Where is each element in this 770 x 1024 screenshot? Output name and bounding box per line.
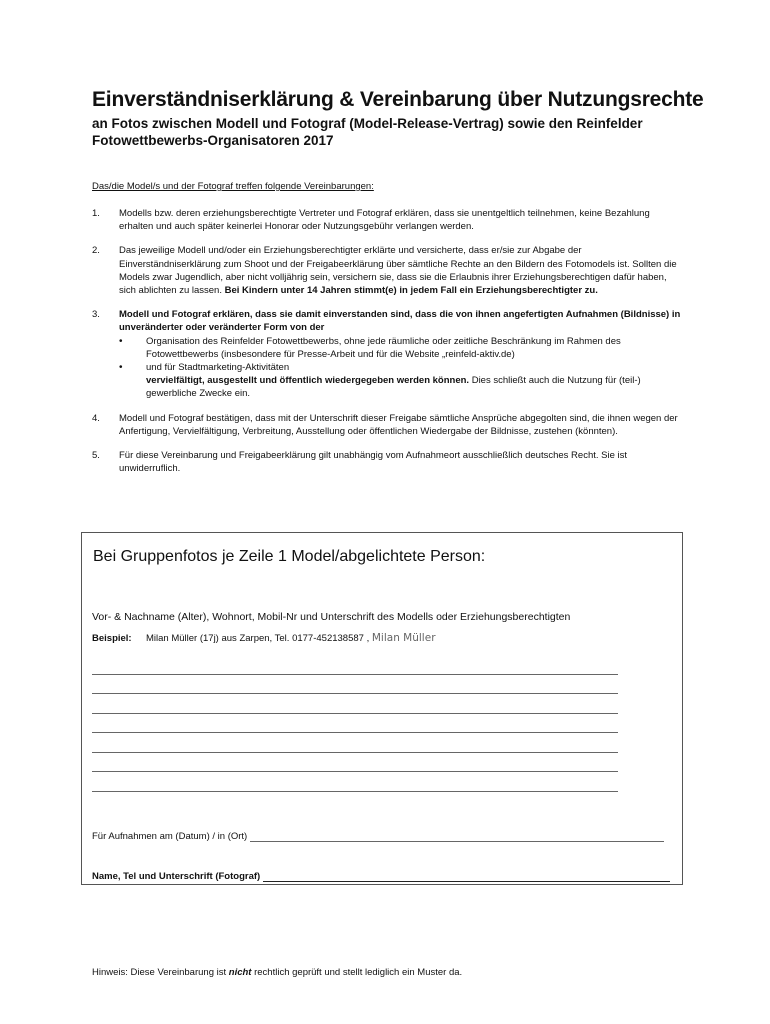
signature-form-box xyxy=(81,532,683,885)
signature-line[interactable] xyxy=(92,655,618,675)
photographer-label: Name, Tel und Unterschrift (Fotograf) xyxy=(92,871,261,882)
signature-line[interactable] xyxy=(92,733,618,753)
signature-lines xyxy=(92,655,618,792)
item-number: 5. xyxy=(92,450,100,462)
example-text: Milan Müller (17j) aus Zarpen, Tel. 0177-452138587 , xyxy=(146,633,370,644)
agreement-item-1 xyxy=(92,207,682,233)
signature-line[interactable] xyxy=(92,772,618,792)
note-text-after: rechtlich geprüft und stellt lediglich ein Muster da. xyxy=(251,967,463,978)
item-bold-text: Bei Kindern unter 14 Jahren stimmt(e) in jedem Fall ein Erziehungsberechtigter zu. xyxy=(224,285,598,297)
item-number: 1. xyxy=(92,208,100,219)
document-subtitle: an Fotos zwischen Modell und Fotograf (Model-Release-Vertrag) sowie den Reinfelder Fotowettbewerbs-Organisatoren 2017 xyxy=(92,116,643,148)
date-location-row xyxy=(92,831,664,842)
form-heading: Bei Gruppenfotos je Zeile 1 Model/abgelichtete Person: xyxy=(93,548,486,565)
bullet-item: • Organisation des Reinfelder Fotowettbewerbs, ohne jede räumliche oder zeitliche Beschränkung im Rahmen des Fotowettbewerbs (insbesondere für Presse-Arbeit und für die Website „reinfeld-aktiv.de) xyxy=(119,335,682,361)
intro-text: Das/die Model/s und der Fotograf treffen folgende Vereinbarungen: xyxy=(92,181,374,192)
agreement-item-3 xyxy=(92,308,682,400)
date-location-field[interactable] xyxy=(250,831,664,842)
item-number: 2. xyxy=(92,245,100,257)
signature-line[interactable] xyxy=(92,714,618,734)
item-text: Modells bzw. deren erziehungsberechtigte Vertreter und Fotograf erklären, dass sie unentgeltlich teilnehmen, keine Bezahlung erhalten und auch später keinerlei Honorar oder Nutzungsgebühr verlangen werden. xyxy=(119,208,650,233)
note-text-before: Hinweis: Diese Vereinbarung ist xyxy=(92,967,229,978)
signature-line[interactable] xyxy=(92,694,618,714)
document-title: Einverständniserklärung & Vereinbarung über Nutzungsrechte xyxy=(92,88,704,111)
footer-note xyxy=(92,967,462,978)
item-bold-text: Modell und Fotograf erklären, dass sie damit einverstanden sind, dass die von ihnen angefertigten Aufnahmen (Bildnisse) in unveränderter oder veränderter Form von der xyxy=(119,309,681,334)
bullet-item: • und für Stadtmarketing-Aktivitäten xyxy=(119,361,682,374)
date-location-label: Für Aufnahmen am (Datum) / in (Ort) xyxy=(92,831,248,842)
example-label: Beispiel: xyxy=(92,633,132,644)
bullet-list xyxy=(119,335,682,375)
item-number: 3. xyxy=(92,309,100,321)
example-signature: Milan Müller xyxy=(371,632,436,644)
continuation-text: Dies schließt auch die Nutzung für (teil-) gewerbliche Zwecke ein. xyxy=(146,375,641,400)
item-text: Für diese Vereinbarung und Freigabeerklärung gilt unabhängig vom Aufnahmeort ausschließlich deutsches Recht. Sie ist unwiderruflich. xyxy=(119,450,628,475)
continuation-bold: vervielfältigt, ausgestellt und öffentlich wiedergegeben werden können. xyxy=(146,375,470,387)
note-emphasis: nicht xyxy=(228,967,252,978)
photographer-field[interactable] xyxy=(263,871,670,882)
agreement-item-4 xyxy=(92,412,682,438)
item-text: Das jeweilige Modell und/oder ein Erziehungsberechtigter erklärte und versicherte, dass er/sie zur Abgabe der Einverständniserklärung zum Shoot und der Freigabeerklärung über sämtliche Rechte an den Bildern des Fotomodels ist. Sollten die Models zwar Jugendlich, aber nicht volljährig sein, versichern sie, dass sie die Erlaubnis ihrer Erziehungsberechtigen dafür haben, sich ablichten zu lassen. xyxy=(119,245,677,297)
signature-line[interactable] xyxy=(92,753,618,773)
agreement-item-5 xyxy=(92,449,682,475)
item-number: 4. xyxy=(92,412,100,424)
signature-line[interactable] xyxy=(92,675,618,695)
item-continuation xyxy=(119,374,682,400)
photographer-row xyxy=(92,871,670,882)
item-text: Modell und Fotograf bestätigen, dass mit der Unterschrift dieser Freigabe sämtliche Ansprüche abgegolten sind, die ihnen wegen der Anfertigung, Vervielfältigung, Verbreitung, Ausstellung oder öffentlichen Wiedergabe der Bildnisse, zustehen (könnten). xyxy=(119,412,678,437)
agreement-item-2 xyxy=(92,244,682,297)
form-instruction: Vor- & Nachname (Alter), Wohnort, Mobil-Nr und Unterschrift des Modells oder Erziehungsberechtigten xyxy=(92,611,571,623)
example-row xyxy=(92,632,436,644)
agreement-list xyxy=(92,207,682,486)
